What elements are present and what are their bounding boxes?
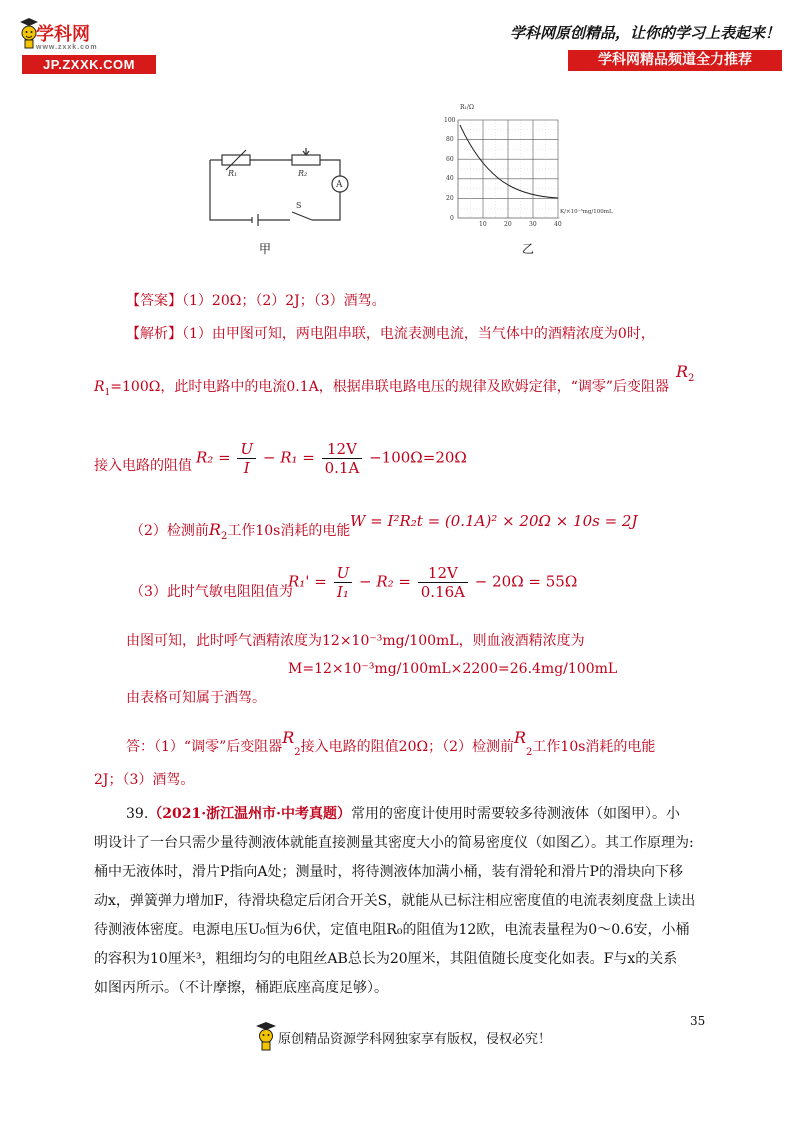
- logo-text: 学科网: [36, 24, 90, 44]
- logo: [36, 20, 98, 51]
- resistance-graph: [438, 100, 638, 234]
- r1-label: R₁: [228, 169, 238, 178]
- analysis-line-4: （2）检测前$R_2$工作10s消耗的电能: [130, 520, 351, 542]
- answer-label: 【答案】: [126, 293, 182, 309]
- footer-mascot-icon: [256, 1022, 276, 1056]
- question-line: 桶中无液体时，滑片P指向A处；测量时，将待测液体加满小桶，装有滑轮和滑片P的滑块向下移: [94, 864, 683, 880]
- header-banner: 学科网精品频道全力推荐: [568, 50, 782, 71]
- graph-ytick: 60: [446, 156, 454, 163]
- graph-ytick: 80: [446, 136, 454, 143]
- analysis-line-8: 由表格可知属于酒驾。: [126, 690, 266, 706]
- graph-xtick: 10: [479, 221, 487, 228]
- graph-xtick: 40: [554, 221, 562, 228]
- graph-ytick: 0: [450, 215, 454, 222]
- graph-ytick: 100: [444, 117, 456, 124]
- question-line: 明设计了一台只需少量待测液体就能直接测量其密度大小的简易密度仪（如图乙）。其工作原理为:: [94, 835, 694, 851]
- analysis-line-6: 由图可知，此时呼气酒精浓度为12×10⁻³mg/100mL，则血液酒精浓度为: [126, 633, 585, 649]
- analysis-line-7: M=12×10⁻³mg/100mL×2200=26.4mg/100mL: [288, 661, 618, 677]
- formula-3: R₁' = $\frac{U}{\text{I₁}}$ − R₂ = $\frac{12V}{0.16A}$ − 20Ω = 55Ω: [288, 564, 578, 601]
- formula-2: W = I²R₂t = (0.1A)² × 20Ω × 10s = 2J: [350, 512, 638, 530]
- graph-xlabel: K/×10⁻³mg/100mL: [560, 209, 613, 215]
- analysis-line-3-prefix: 接入电路的阻值: [94, 458, 192, 474]
- footer-copyright: 原创精品资源学科网独家享有版权，侵权必究！: [278, 1032, 552, 1047]
- ammeter-label: A: [336, 180, 343, 190]
- r2-symbol: $R_2$: [676, 362, 695, 385]
- question-source: （2021·浙江温州市·中考真题）: [148, 806, 351, 822]
- question-line: 待测液体密度。电源电压U₀恒为6伏，定值电阻R₀的阻值为12欧，电流表量程为0～0.6安，小桶: [94, 922, 690, 938]
- logo-url-banner: JP.ZXXK.COM: [22, 55, 156, 74]
- page-number: 35: [690, 1014, 706, 1028]
- question-39-body: [94, 829, 734, 1003]
- header-slogan: 学科网原创精品，让你的学习上表起来！: [510, 24, 781, 42]
- analysis-line-5-prefix: （3）此时气敏电阻阻值为: [130, 584, 293, 600]
- answer-text: （1）20Ω；（2）2J；（3）酒驾。: [182, 293, 386, 309]
- analysis-line-1: [126, 326, 655, 343]
- logo-small-url: www.zxxk.com: [36, 44, 98, 51]
- graph-xtick: 30: [529, 221, 537, 228]
- graph-ytick: 40: [446, 175, 454, 182]
- question-line-0: 常用的密度计使用时需要较多待测液体（如图甲）。小: [350, 806, 680, 822]
- analysis-line-2: $R_1=100\Omega$，此时电路中的电流0.1A，根据串联电路电压的规律及欧姆定律，“调零”后变阻器: [94, 379, 670, 398]
- resistance-curve: [460, 125, 558, 198]
- answer-line: [126, 293, 386, 310]
- question-line: 的容积为10厘米³，粗细均匀的电阻丝AB总长为20厘米，其阻值随长度变化如表。F与x的关系: [94, 951, 678, 967]
- question-39-first-line: [126, 800, 680, 829]
- graph-ylabel: R₁/Ω: [460, 104, 474, 111]
- r2-label: R₂: [298, 169, 308, 178]
- mascot-icon: [20, 18, 38, 54]
- analysis-label: 【解析】: [126, 326, 182, 342]
- formula-1: R₂ = $\frac{U}{I}$ − R₁ = $\frac{12V}{0.1A}$ −100Ω=20Ω: [196, 440, 467, 477]
- question-line: 动x，弹簧弹力增加F，待滑块稳定后闭合开关S，就能从已标注相应密度值的电流表刻度盘上读出: [94, 893, 696, 909]
- graph-xtick: 20: [504, 221, 512, 228]
- graph-ytick: 20: [446, 195, 454, 202]
- circuit-diagram: [200, 140, 360, 239]
- circuit-caption: 甲: [259, 242, 272, 256]
- analysis-line-9: 答：（1）“调零”后变阻器$R_2$接入电路的阻值20Ω；（2）检测前$R_2$工作10s消耗的电能: [126, 728, 656, 758]
- analysis-line-10: 2J；（3）酒驾。: [94, 772, 195, 788]
- graph-caption: 乙: [522, 242, 535, 256]
- question-number: 39.: [126, 806, 149, 822]
- analysis-text-1: （1）由甲图可知，两电阻串联，电流表测电流，当气体中的酒精浓度为0时，: [182, 326, 655, 342]
- switch-label: S: [296, 201, 302, 210]
- question-line: 如图丙所示。（不计摩擦，桶距底座高度足够）。: [94, 980, 388, 996]
